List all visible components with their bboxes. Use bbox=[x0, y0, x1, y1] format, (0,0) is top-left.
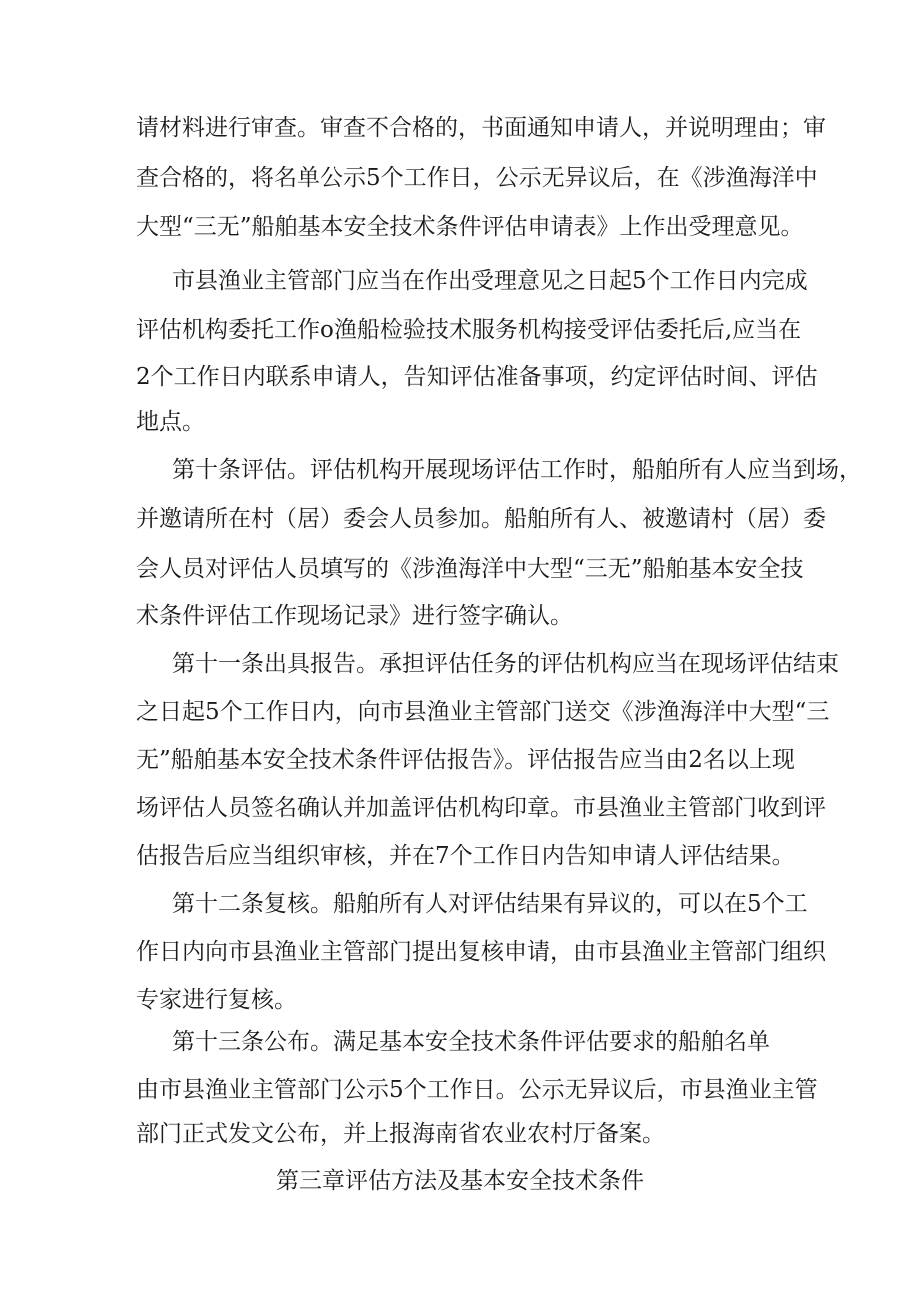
text-line: 查合格的，将名单公示5个工作日，公示无异议后，在《涉渔海洋中 bbox=[136, 165, 818, 191]
text-line: 第十一条出具报告。承担评估任务的评估机构应当在现场评估结束 bbox=[172, 651, 839, 677]
text-line: 第十二条复核。船舶所有人对评估结果有异议的，可以在5个工 bbox=[172, 891, 808, 917]
text-line: 市县渔业主管部门应当在作出受理意见之日起5个工作日内完成 bbox=[172, 268, 808, 294]
text-line: 地点。 bbox=[136, 409, 205, 435]
text-line: 之日起5个工作日内，向市县渔业主管部门送交《涉渔海洋中大型“三 bbox=[136, 699, 830, 725]
text-line: 2个工作日内联系申请人，告知评估准备事项，约定评估时间、评估 bbox=[136, 364, 818, 390]
text-line: 无”船舶基本安全技术条件评估报告》。评估报告应当由2名以上现 bbox=[136, 747, 795, 773]
text-line: 第十三条公布。满足基本安全技术条件评估要求的船舶名单 bbox=[172, 1029, 770, 1055]
text-line: 术条件评估工作现场记录》进行签字确认。 bbox=[136, 603, 573, 629]
text-line: 估报告后应当组织审核，并在7个工作日内告知申请人评估结果。 bbox=[136, 843, 795, 869]
text-line: 评估机构委托工作o渔船检验技术服务机构接受评估委托后,应当在 bbox=[136, 317, 802, 343]
text-line: 并邀请所在村（居）委会人员参加。船舶所有人、被邀请村（居）委 bbox=[136, 506, 826, 532]
text-line: 由市县渔业主管部门公示5个工作日。公示无异议后，市县渔业主管 bbox=[136, 1077, 818, 1103]
text-line: 部门正式发文公布，并上报海南省农业农村厅备案。 bbox=[136, 1121, 665, 1147]
text-line: 专家进行复核。 bbox=[136, 987, 297, 1013]
text-line: 请材料进行审查。审查不合格的，书面通知申请人，并说明理由；审 bbox=[136, 115, 826, 141]
text-line: 会人员对评估人员填写的《涉渔海洋中大型“三无”船舶基本安全技 bbox=[136, 556, 804, 582]
text-line: 第十条评估。评估机构开展现场评估工作时，船舶所有人应当到场， bbox=[172, 457, 862, 483]
text-line: 场评估人员签名确认并加盖评估机构印章。市县渔业主管部门收到评 bbox=[136, 795, 826, 821]
text-line: 大型“三无”船舶基本安全技术条件评估申请表》上作出受理意见。 bbox=[136, 214, 804, 240]
text-line: 作日内向市县渔业主管部门提出复核申请，由市县渔业主管部门组织 bbox=[136, 939, 826, 965]
chapter-heading: 第三章评估方法及基本安全技术条件 bbox=[276, 1168, 644, 1194]
